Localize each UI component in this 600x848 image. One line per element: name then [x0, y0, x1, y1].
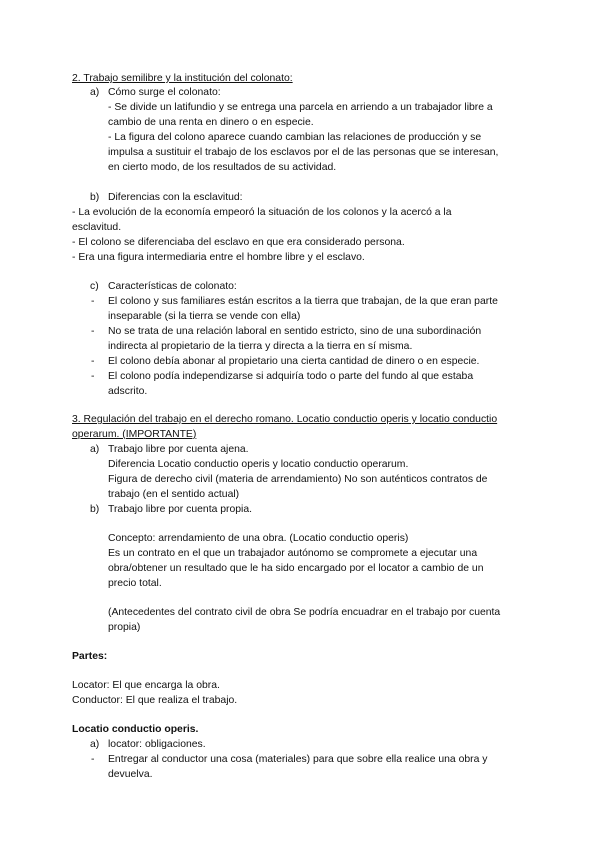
bullet-dash: - — [91, 754, 95, 765]
bullet-text: indirecta al propietario de la tierra y directa a la tierra en sí misma. — [108, 341, 413, 352]
text-line: propia) — [108, 622, 141, 633]
text-line: Diferencia Locatio conductio operis y locatio conductio operarum. — [108, 459, 409, 470]
text-line: impulsa a sustituir el trabajo de los esclavos por el de las personas que se interesan, — [108, 147, 499, 158]
bullet-text: No se trata de una relación laboral en sentido estricto, sino de una subordinación — [108, 326, 482, 337]
bullet-dash: - — [91, 326, 95, 337]
bullet-text: adscrito. — [108, 386, 148, 397]
list-marker-a: a) — [90, 444, 100, 455]
section-2-title: 2. Trabajo semilibre y la institución del colonato: — [72, 73, 293, 84]
bullet-text: Entregar al conductor una cosa (materiales) para que sobre ella realice una obra y — [108, 754, 488, 765]
bullet-text: El colono y sus familiares están escritos a la tierra que trabajan, de la que eran parte — [108, 296, 498, 307]
text-line: (Antecedentes del contrato civil de obra Se podría encuadrar en el trabajo por cuenta — [108, 607, 501, 618]
section-3-title: 3. Regulación del trabajo en el derecho romano. Locatio conductio operis y locatio conductio — [72, 414, 498, 425]
partes-heading: Partes: — [72, 651, 108, 662]
bullet-dash: - — [91, 371, 95, 382]
text-line: - La figura del colono aparece cuando cambian las relaciones de producción y se — [108, 132, 482, 143]
text-line: precio total. — [108, 578, 162, 589]
subsection-a-title: Cómo surge el colonato: — [108, 87, 221, 98]
text-line: cambio de una renta en dinero o en especie. — [108, 117, 314, 128]
text-line: Locator: El que encarga la obra. — [72, 680, 220, 691]
text-line: Figura de derecho civil (materia de arrendamiento) No son auténticos contratos de — [108, 474, 488, 485]
text-line: - El colono se diferenciaba del esclavo en que era considerado persona. — [72, 237, 405, 248]
bullet-text: El colono podía independizarse si adquiría todo o parte del fundo al que estaba — [108, 371, 474, 382]
subsection-b-title: Trabajo libre por cuenta propia. — [108, 504, 253, 515]
text-line: - La evolución de la economía empeoró la situación de los colonos y la acercó a la — [72, 207, 452, 218]
list-marker-b: b) — [90, 504, 100, 515]
bullet-dash: - — [91, 356, 95, 367]
bullet-dash: - — [91, 296, 95, 307]
subsection-a-title: locator: obligaciones. — [108, 739, 206, 750]
locatio-heading: Locatio conductio operis. — [72, 724, 199, 735]
subsection-c-title: Características de colonato: — [108, 281, 237, 292]
text-line: - Era una figura intermediaria entre el hombre libre y el esclavo. — [72, 252, 365, 263]
text-line: en cierto modo, de los resultados de su actividad. — [108, 162, 337, 173]
list-marker-c: c) — [90, 281, 99, 292]
bullet-text: devuelva. — [108, 769, 153, 780]
bullet-text: inseparable (si la tierra se vende con ella) — [108, 311, 301, 322]
text-line: - Se divide un latifundio y se entrega una parcela en arriendo a un trabajador libre a — [108, 102, 493, 113]
subsection-b-title: Diferencias con la esclavitud: — [108, 192, 243, 203]
text-line: esclavitud. — [72, 222, 122, 233]
text-line: Es un contrato en el que un trabajador autónomo se compromete a ejecutar una — [108, 548, 478, 559]
text-line: trabajo (en el sentido actual) — [108, 489, 240, 500]
subsection-a-title: Trabajo libre por cuenta ajena. — [108, 444, 249, 455]
bullet-text: El colono debía abonar al propietario una cierta cantidad de dinero o en especie. — [108, 356, 480, 367]
text-line: obra/obtener un resultado que le ha sido encargado por el locator a cambio de un — [108, 563, 484, 574]
text-line: Concepto: arrendamiento de una obra. (Locatio conductio operis) — [108, 533, 409, 544]
text-line: Conductor: El que realiza el trabajo. — [72, 695, 238, 706]
list-marker-a: a) — [90, 87, 100, 98]
list-marker-a: a) — [90, 739, 100, 750]
section-3-title-cont: operarum. (IMPORTANTE) — [72, 429, 197, 440]
list-marker-b: b) — [90, 192, 100, 203]
